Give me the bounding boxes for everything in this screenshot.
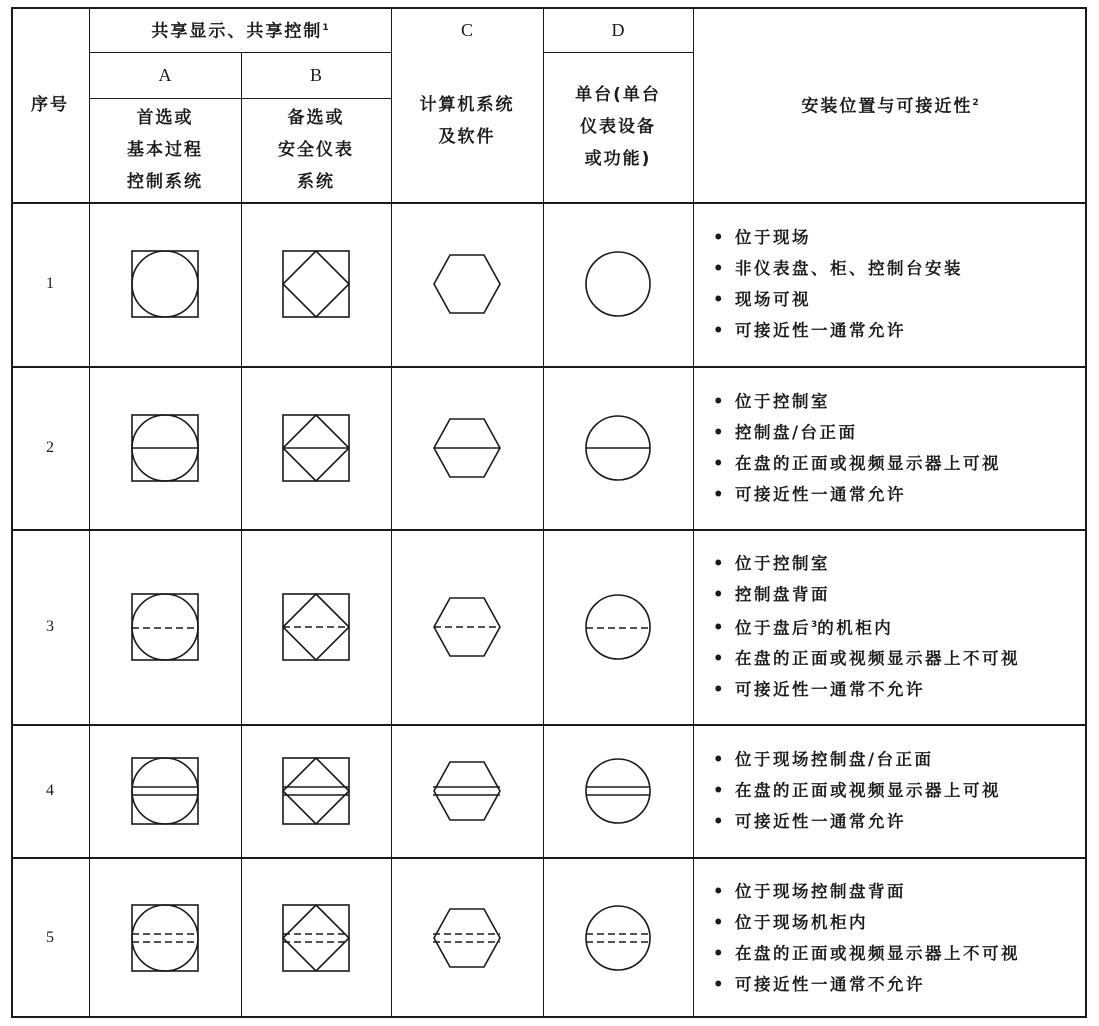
note-item — [713, 284, 963, 315]
symbol-cell-d — [543, 724, 693, 857]
bullet-icon: • — [713, 974, 724, 994]
symbol-cell-c — [391, 202, 543, 366]
bullet-icon: • — [713, 649, 724, 669]
note-text: 位于盘后 — [735, 618, 811, 638]
symbol-cell-b — [241, 724, 391, 857]
bullet-icon: • — [713, 290, 724, 309]
symbol-cell-b — [241, 529, 391, 724]
circle-in-square-double-dashed-icon — [132, 905, 198, 971]
bullet-icon: • — [713, 584, 724, 604]
row-seq — [11, 202, 89, 366]
symbol-cell-b — [241, 202, 391, 366]
header-location — [693, 7, 1087, 202]
symbol-cell-a — [89, 202, 241, 366]
header-location-label: 安装位置与可接近性 — [801, 96, 973, 117]
note-text: 位于现场控制盘/台正面 — [735, 750, 934, 769]
hexagon-dashed-line-icon — [434, 598, 500, 656]
note-item — [713, 579, 1020, 610]
circle-in-square-dashed-line-icon — [132, 594, 198, 660]
bullet-icon: • — [713, 781, 724, 800]
note-text: 可接近性一通常不允许 — [735, 974, 925, 994]
note-item — [713, 806, 1001, 837]
note-item — [713, 907, 1020, 938]
note-text: 可接近性一通常不允许 — [735, 680, 925, 700]
location-notes — [693, 529, 1087, 724]
symbol-cell-c — [391, 366, 543, 529]
bullet-icon: • — [713, 228, 724, 247]
symbol-cell-a — [89, 366, 241, 529]
note-item — [713, 876, 1020, 907]
note-text: 可接近性一通常允许 — [735, 321, 906, 340]
note-text: 在盘的正面或视频显示器上可视 — [735, 453, 1001, 473]
note-text: 的机柜内 — [817, 618, 894, 638]
note-text: 位于现场机柜内 — [735, 912, 868, 932]
note-text: 现场可视 — [735, 290, 811, 309]
col-d-line-2: 仪表设备 — [580, 117, 656, 137]
grid-line — [89, 98, 391, 99]
location-notes — [693, 202, 1087, 366]
note-text: 非仪表盘、柜、控制台安装 — [735, 259, 963, 278]
grid-line — [543, 52, 693, 53]
bullet-icon: • — [713, 680, 724, 700]
note-item — [713, 315, 963, 346]
note-item — [713, 744, 1001, 775]
col-b-letter: B — [309, 65, 322, 85]
location-notes — [693, 366, 1087, 529]
bullet-icon: • — [713, 391, 724, 411]
note-item — [713, 610, 1020, 644]
row-seq-number: 5 — [46, 928, 54, 946]
bullet-icon: • — [713, 259, 724, 278]
circle-dashed-line-icon — [585, 594, 651, 660]
diamond-in-square-dashed-line-icon — [283, 594, 349, 660]
circle-in-square-icon — [132, 251, 198, 317]
header-col-d-desc — [543, 52, 693, 202]
diamond-in-square-double-line-icon — [283, 758, 349, 824]
note-item — [713, 548, 1020, 579]
note-item — [713, 479, 1001, 510]
symbol-cell-a — [89, 529, 241, 724]
row-seq-number: 2 — [46, 438, 54, 456]
note-item — [713, 448, 1001, 479]
symbol-cell-b — [241, 366, 391, 529]
header-shared-label: 共享显示、共享控制 — [151, 21, 323, 42]
circle-solid-line-icon — [585, 415, 651, 481]
note-item — [713, 938, 1020, 969]
row-seq — [11, 366, 89, 529]
note-item — [713, 253, 963, 284]
bullet-icon: • — [713, 553, 724, 573]
symbol-cell-d — [543, 366, 693, 529]
row-seq-number: 4 — [46, 781, 54, 799]
symbol-cell-c — [391, 529, 543, 724]
note-text: 在盘的正面或视频显示器上不可视 — [735, 943, 1020, 963]
bullet-icon: • — [713, 484, 724, 504]
note-item — [713, 643, 1020, 674]
col-a-letter: A — [158, 65, 172, 85]
bullet-icon: • — [713, 750, 724, 769]
diamond-in-square-double-dashed-icon — [283, 905, 349, 971]
note-item — [713, 386, 1001, 417]
row-seq — [11, 724, 89, 857]
col-d-line-1: 单台(单台 — [575, 85, 661, 105]
row-seq-number: 3 — [46, 617, 54, 635]
note-item — [713, 674, 1020, 705]
header-col-b-letter — [241, 52, 391, 98]
bullet-icon: • — [713, 618, 724, 638]
hexagon-icon — [434, 255, 500, 313]
hexagon-double-dashed-icon — [434, 909, 500, 967]
note-text: 在盘的正面或视频显示器上可视 — [735, 781, 1001, 800]
note-item — [713, 222, 963, 253]
col-a-line-2: 基本过程 — [127, 140, 203, 160]
header-col-d-letter — [543, 7, 693, 52]
header-col-a-desc — [89, 98, 241, 202]
grid-line — [89, 52, 391, 53]
symbol-cell-a — [89, 857, 241, 1018]
note-text: 位于现场控制盘背面 — [735, 881, 906, 901]
bullet-icon: • — [713, 422, 724, 442]
note-text: 位于控制室 — [735, 553, 830, 573]
hexagon-solid-line-icon — [434, 419, 500, 477]
footnote-3: 3 — [811, 619, 818, 630]
circle-double-line-icon — [585, 758, 651, 824]
location-notes — [693, 857, 1087, 1018]
symbol-cell-b — [241, 857, 391, 1018]
location-notes — [693, 724, 1087, 857]
note-item — [713, 969, 1020, 1000]
col-c-line-1: 计算机系统 — [419, 95, 515, 115]
note-text: 位于现场 — [735, 228, 811, 247]
diamond-in-square-icon — [283, 251, 349, 317]
symbol-cell-d — [543, 529, 693, 724]
bullet-icon: • — [713, 912, 724, 932]
row-seq — [11, 857, 89, 1018]
col-d-letter: D — [611, 19, 625, 40]
col-b-line-1: 备选或 — [287, 108, 345, 128]
col-b-line-2: 安全仪表 — [278, 140, 354, 160]
bullet-icon: • — [713, 453, 724, 473]
header-col-c-desc — [391, 52, 543, 202]
header-col-c-letter — [391, 7, 543, 52]
col-b-line-3: 系统 — [297, 172, 335, 192]
circle-icon — [585, 251, 651, 317]
col-a-line-3: 控制系统 — [127, 172, 203, 192]
note-text: 控制盘/台正面 — [735, 422, 858, 442]
hexagon-double-line-icon — [434, 762, 500, 820]
note-text: 位于控制室 — [735, 391, 830, 411]
col-d-line-3: 或功能) — [584, 149, 652, 169]
footnote-2: 2 — [972, 97, 979, 108]
col-a-line-1: 首选或 — [136, 108, 194, 128]
header-shared-group — [89, 7, 391, 52]
symbol-cell-d — [543, 857, 693, 1018]
header-col-b-desc — [241, 98, 391, 202]
note-item — [713, 775, 1001, 806]
diamond-in-square-solid-line-icon — [283, 415, 349, 481]
symbol-cell-a — [89, 724, 241, 857]
symbol-cell-c — [391, 724, 543, 857]
col-c-letter: C — [460, 19, 473, 40]
note-text: 控制盘背面 — [735, 584, 830, 604]
note-text: 可接近性一通常允许 — [735, 484, 906, 504]
circle-in-square-solid-line-icon — [132, 415, 198, 481]
header-seq — [11, 7, 89, 202]
row-seq — [11, 529, 89, 724]
col-c-line-2: 及软件 — [438, 127, 496, 147]
header-seq-label: 序号 — [31, 94, 69, 115]
note-text: 可接近性一通常允许 — [735, 812, 906, 831]
footnote-1: 1 — [322, 22, 329, 33]
bullet-icon: • — [713, 881, 724, 901]
note-text: 在盘的正面或视频显示器上不可视 — [735, 649, 1020, 669]
circle-in-square-double-line-icon — [132, 758, 198, 824]
symbol-cell-d — [543, 202, 693, 366]
row-seq-number: 1 — [46, 275, 54, 292]
bullet-icon: • — [713, 812, 724, 831]
bullet-icon: • — [713, 943, 724, 963]
symbol-cell-c — [391, 857, 543, 1018]
bullet-icon: • — [713, 321, 724, 340]
header-col-a-letter — [89, 52, 241, 98]
note-item — [713, 417, 1001, 448]
circle-double-dashed-icon — [585, 905, 651, 971]
